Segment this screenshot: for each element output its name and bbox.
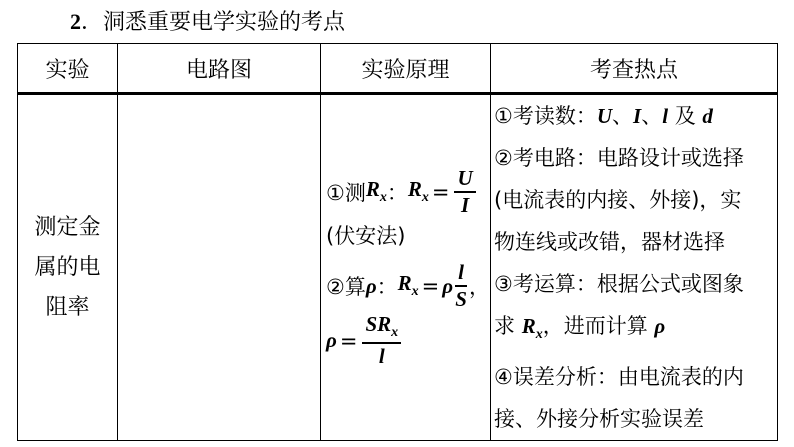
hotspot-line: ①考读数：U、I、l 及 d	[494, 104, 713, 128]
principle-cell	[321, 94, 491, 441]
experiment-name-cell	[18, 94, 118, 441]
experiment-name-line: 阻率	[45, 294, 90, 320]
principle-text: (伏安法)	[326, 224, 406, 248]
var-r: $R_x$	[407, 177, 429, 206]
equals-sign: =	[431, 180, 450, 204]
var-rho: ρ	[442, 273, 454, 298]
fraction-u-over-i: $\frac{U}{I}$	[454, 168, 475, 216]
fraction-l-over-s: $\frac{l}{S}$	[455, 260, 467, 311]
table-row	[18, 94, 778, 441]
section-number: 2	[70, 9, 81, 34]
principle-text: ②算	[326, 275, 366, 299]
principle-line-calc	[326, 262, 490, 310]
principle-method	[326, 218, 490, 252]
header-row	[18, 44, 778, 94]
hotspot-line: 求 $R_x$，进而计算 ρ	[494, 314, 666, 343]
principle-text: ，	[468, 275, 490, 299]
header-circuit-diagram: 电路图	[118, 44, 321, 94]
hotspot-line: ④误差分析：由电流表的内	[494, 365, 744, 390]
principle-line-rho	[326, 314, 490, 367]
hotspot-line: 接、外接分析实验误差	[494, 407, 704, 432]
principle-line-measure	[326, 168, 490, 216]
section-heading	[70, 8, 345, 37]
var-rho: ρ	[326, 328, 337, 353]
principle-text: ：	[386, 181, 408, 205]
fraction-srx-over-l: $\frac{SR_x}{l}$	[362, 314, 401, 367]
header-principle: 实验原理	[321, 44, 491, 94]
section-title: 洞悉重要电学实验的考点	[103, 10, 346, 35]
experiment-name-line: 测定金	[34, 214, 101, 240]
principle-text: ①测	[326, 181, 366, 205]
header-experiment: 实验	[18, 44, 118, 94]
experiment-table	[17, 43, 778, 441]
equals-sign: =	[339, 328, 358, 353]
var-rho: ρ	[365, 273, 377, 298]
circuit-diagram-cell	[118, 94, 321, 441]
section-separator: ．	[81, 10, 104, 35]
hotspot-line: ②考电路：电路设计或选择	[494, 146, 744, 170]
hotspot-line: (电流表的内接、外接)，实	[494, 188, 742, 212]
experiment-name-line: 属的电	[34, 254, 101, 280]
hotspot-line: ③考运算：根据公式或图象	[494, 272, 744, 296]
header-hotspots: 考查热点	[491, 44, 778, 94]
var-r: $R_x$	[365, 177, 387, 206]
hotspots-cell	[491, 94, 778, 441]
equals-sign: =	[421, 274, 440, 298]
hotspot-line: 物连线或改错，器材选择	[494, 230, 725, 254]
principle-text: ：	[376, 275, 398, 299]
var-r: $R_x$	[397, 271, 419, 300]
